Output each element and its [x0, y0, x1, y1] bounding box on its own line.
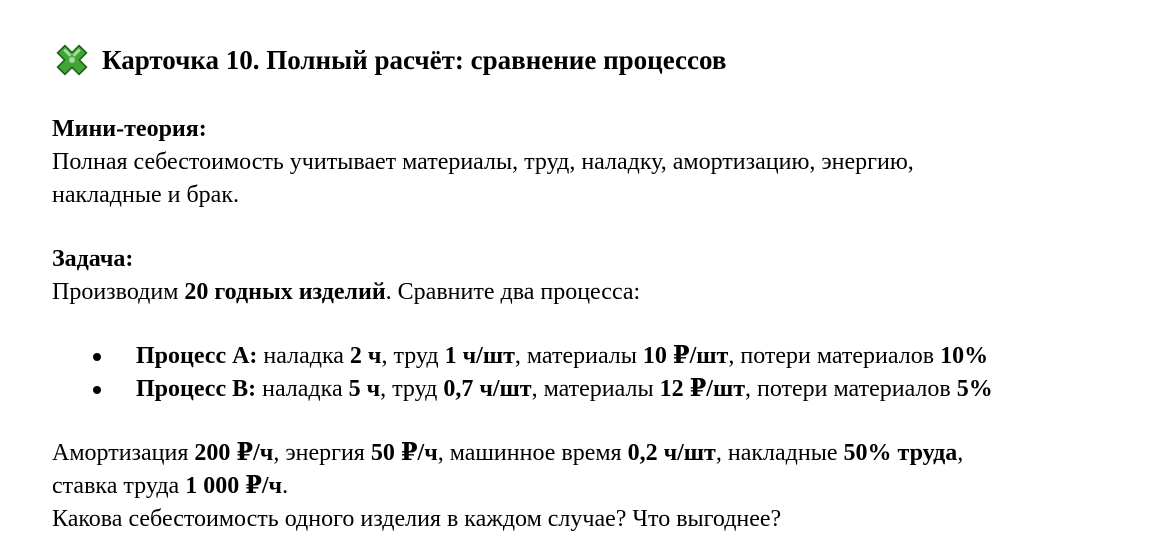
puzzle-piece-icon: [52, 40, 92, 80]
params-line-2: ставка труда 1 000 ₽/ч.: [52, 473, 289, 499]
list-item-process-b: Процесс В: наладка 5 ч, труд 0,7 ч/шт, материалы 12 ₽/шт, потери материалов 5%: [52, 373, 993, 406]
task-heading: Задача:: [52, 246, 134, 272]
bullet-icon: [93, 386, 101, 394]
question-text: Какова себестоимость одного изделия в каждом случае? Что выгоднее?: [52, 506, 782, 532]
task-intro: Производим 20 годных изделий. Сравните два процесса:: [52, 279, 641, 305]
list-item-process-a: Процесс А: наладка 2 ч, труд 1 ч/шт, материалы 10 ₽/шт, потери материалов 10%: [52, 340, 993, 373]
process-list: [52, 340, 993, 406]
card-header: [52, 40, 726, 80]
theory-text-line-1: Полная себестоимость учитывает материалы, труд, наладку, амортизацию, энергию,: [52, 149, 914, 175]
theory-text-line-2: накладные и брак.: [52, 182, 239, 208]
params-line-1: Амортизация 200 ₽/ч, энергия 50 ₽/ч, машинное время 0,2 ч/шт, накладные 50% труда,: [52, 440, 964, 466]
bullet-icon: [93, 353, 101, 361]
theory-heading: Мини-теория:: [52, 116, 207, 142]
page-title: Карточка 10. Полный расчёт: сравнение процессов: [102, 45, 727, 75]
